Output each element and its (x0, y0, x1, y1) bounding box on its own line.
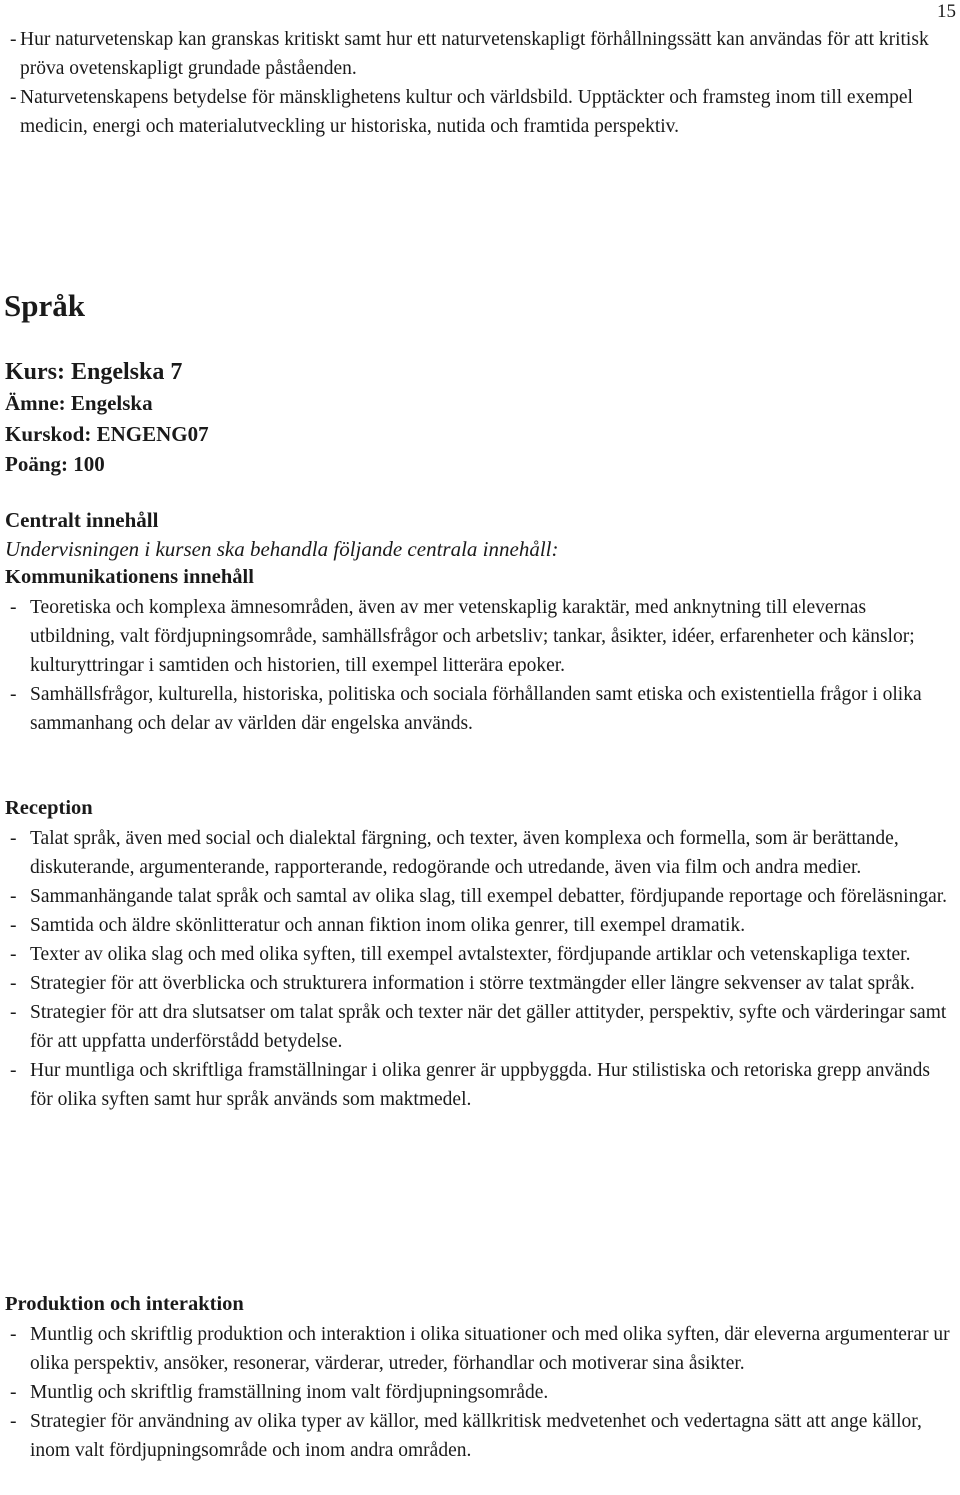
list-dash: - (10, 1411, 17, 1432)
list-dash: - (10, 29, 17, 50)
list-item-text: Talat språk, även med social och dialektal färgning, och texter, även komplexa och formella, som är berättande, diskuterande, argumenterande, rapporterande, redogörande och utredande, även via film och andra medier. (30, 828, 899, 878)
course-points: Poäng: 100 (5, 452, 105, 476)
page-number: 15 (937, 1, 956, 22)
intro-line: Undervisningen i kursen ska behandla följande centrala innehåll: (5, 537, 559, 561)
list-item-text: Samtida och äldre skönlitteratur och annan fiktion inom olika genrer, till exempel dramatik. (30, 915, 746, 936)
production-heading: Produktion och interaktion (5, 1293, 244, 1315)
list-item (0, 593, 955, 680)
list-item (0, 969, 955, 998)
section-title: Språk (4, 288, 85, 323)
central-content-heading: Centralt innehåll (5, 508, 159, 532)
list-item (0, 998, 955, 1056)
list-dash: - (10, 944, 17, 965)
list-item-text: Naturvetenskapens betydelse för mänsklighetens kultur och världsbild. Upptäckter och framsteg inom till exempel medicin, energi och materialutveckling ur historiska, nutida och framtida perspektiv. (20, 87, 913, 137)
list-dash: - (10, 684, 17, 705)
list-item (0, 1320, 955, 1378)
list-item (0, 940, 955, 969)
list-item-text: Strategier för användning av olika typer av källor, med källkritisk medvetenhet och vedertagna sätt att ange källor, inom valt fördjupningsområde och inom andra områden. (30, 1411, 922, 1461)
top-list (0, 25, 955, 141)
reception-list (0, 824, 955, 1114)
communication-heading: Kommunikationens innehåll (5, 566, 254, 588)
list-item-text: Texter av olika slag och med olika syften, till exempel avtalstexter, fördjupande artiklar och vetenskapliga texter. (30, 944, 911, 965)
list-item (0, 680, 955, 738)
communication-list (0, 593, 955, 738)
list-dash: - (10, 1324, 17, 1345)
list-dash: - (10, 597, 17, 618)
reception-heading: Reception (5, 797, 93, 819)
list-dash: - (10, 1002, 17, 1023)
list-dash: - (10, 828, 17, 849)
list-item (0, 1407, 955, 1465)
course-code: Kurskod: ENGENG07 (5, 422, 209, 446)
list-item-text: Strategier för att dra slutsatser om talat språk och texter när det gäller attityder, perspektiv, syfte och värderingar samt för att uppfatta underförstådd betydelse. (30, 1002, 947, 1052)
list-dash: - (10, 1382, 17, 1403)
list-item (0, 25, 955, 83)
list-item-text: Sammanhängande talat språk och samtal av olika slag, till exempel debatter, fördjupande reportage och föreläsningar. (30, 886, 948, 907)
list-dash: - (10, 87, 17, 108)
list-dash: - (10, 973, 17, 994)
list-item-text: Hur naturvetenskap kan granskas kritiskt samt hur ett naturvetenskapligt förhållningssätt kan användas för att kritisk pröva ovetenskapligt grundade påståenden. (20, 29, 929, 79)
list-item-text: Muntlig och skriftlig framställning inom valt fördjupningsområde. (30, 1382, 549, 1403)
list-item (0, 882, 955, 911)
production-list (0, 1320, 955, 1465)
course-title: Kurs: Engelska 7 (5, 359, 183, 385)
list-dash: - (10, 886, 17, 907)
list-item (0, 824, 955, 882)
list-item-text: Samhällsfrågor, kulturella, historiska, politiska och sociala förhållanden samt etiska och existentiella frågor i olika sammanhang och delar av världen där engelska används. (30, 684, 922, 734)
list-dash: - (10, 915, 17, 936)
list-item (0, 911, 955, 940)
list-item-text: Strategier för att överblicka och strukturera information i större textmängder eller längre sekvenser av talat språk. (30, 973, 915, 994)
list-item-text: Muntlig och skriftlig produktion och interaktion i olika situationer och med olika syften, där eleverna argumenterar ur olika perspektiv, ansöker, resonerar, värderar, utreder, förhandlar och motiverar sina åsikter. (30, 1324, 950, 1374)
list-item (0, 83, 955, 141)
list-item (0, 1056, 955, 1114)
list-item-text: Hur muntliga och skriftliga framställningar i olika genrer är uppbyggda. Hur stilistiska och retoriska grepp används för olika syften samt hur språk används som maktmedel. (30, 1060, 931, 1110)
course-subject: Ämne: Engelska (5, 391, 153, 415)
list-item (0, 1378, 955, 1407)
list-dash: - (10, 1060, 17, 1081)
list-item-text: Teoretiska och komplexa ämnesområden, även av mer vetenskaplig karaktär, med anknytning till elevernas utbildning, valt fördjupningsområde, samhällsfrågor och arbetsliv; tankar, åsikter, idéer, erfarenheter och känslor; kulturyttringar i samtiden och historien, till exempel litterära epoker. (30, 597, 915, 676)
